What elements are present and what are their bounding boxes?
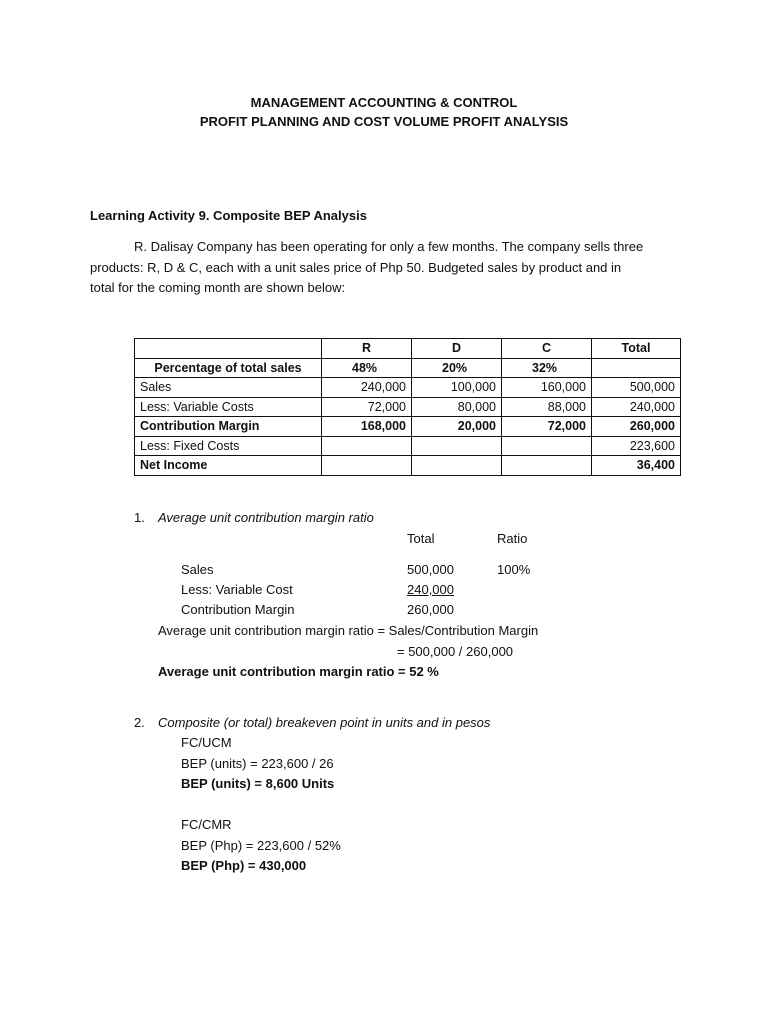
table-cell-label: Less: Variable Costs [135,397,322,417]
table-cell: 160,000 [502,378,592,398]
table-cell: 260,000 [592,417,681,437]
table-cell: 32% [502,358,592,378]
q2-units-formula: FC/UCM [181,735,232,750]
table-row [135,417,681,437]
activity-heading: Learning Activity 9. Composite BEP Analysis [90,208,367,223]
table-header-row [135,339,681,359]
activity-paragraph-line3: total for the coming month are shown below: [90,280,346,295]
table-cell-label: Sales [135,378,322,398]
budget-table [134,338,681,476]
table-cell: 80,000 [412,397,502,417]
table-cell: 240,000 [322,378,412,398]
table-header-cell [135,339,322,359]
table-cell-label: Less: Fixed Costs [135,436,322,456]
q2-units-calc: BEP (units) = 223,600 / 26 [181,756,334,771]
document-title: MANAGEMENT ACCOUNTING & CONTROL [250,95,518,110]
q1-formula: Average unit contribution margin ratio = Sales/Contribution Margin [158,623,539,638]
table-cell: 20% [412,358,502,378]
table-cell-label: Net Income [135,456,322,476]
table-cell: 500,000 [592,378,681,398]
table-header-cell: C [502,339,592,359]
document-subtitle: PROFIT PLANNING AND COST VOLUME PROFIT ANALYSIS [199,114,569,129]
table-cell: 20,000 [412,417,502,437]
table-header-cell: D [412,339,502,359]
activity-paragraph-line1: R. Dalisay Company has been operating for only a few months. The company sells three [134,239,644,254]
q1-sales-ratio: 100% [497,562,531,577]
table-cell: 223,600 [592,436,681,456]
q2-php-formula: FC/CMR [181,817,232,832]
table-cell [322,436,412,456]
table-cell [592,358,681,378]
table-row [135,397,681,417]
q1-cm-label: Contribution Margin [181,602,295,617]
table-cell: 72,000 [322,397,412,417]
q2-php-calc: BEP (Php) = 223,600 / 52% [181,838,341,853]
q2-number: 2. [134,715,145,730]
q1-col-ratio: Ratio [497,531,528,546]
q1-sales-label: Sales [181,562,214,577]
q1-title: Average unit contribution margin ratio [158,510,374,525]
table-cell [502,456,592,476]
table-cell: 168,000 [322,417,412,437]
table-header-cell: Total [592,339,681,359]
table-cell: 48% [322,358,412,378]
q1-result: Average unit contribution margin ratio = 52 % [158,664,439,679]
table-header-cell: R [322,339,412,359]
table-row [135,378,681,398]
table-row [135,436,681,456]
table-cell-label: Percentage of total sales [135,358,322,378]
table-row [135,456,681,476]
table-cell: 36,400 [592,456,681,476]
table-cell [412,456,502,476]
table-cell: 240,000 [592,397,681,417]
q1-vc-label: Less: Variable Cost [181,582,293,597]
q2-php-result: BEP (Php) = 430,000 [181,858,307,873]
table-row [135,358,681,378]
table-cell: 72,000 [502,417,592,437]
table-cell-label: Contribution Margin [135,417,322,437]
q1-col-total: Total [407,531,435,546]
q1-vc-value: 240,000 [407,582,454,597]
table-cell: 88,000 [502,397,592,417]
q1-number: 1. [134,510,145,525]
table-cell [412,436,502,456]
q1-sales-value: 500,000 [407,562,454,577]
table-cell: 100,000 [412,378,502,398]
q1-cm-value: 260,000 [407,602,454,617]
table-cell [322,456,412,476]
activity-paragraph-line2: products: R, D & C, each with a unit sales price of Php 50. Budgeted sales by product and in [90,260,622,275]
q2-units-result: BEP (units) = 8,600 Units [181,776,335,791]
q2-title: Composite (or total) breakeven point in units and in pesos [158,715,491,730]
q1-formula-substitution: = 500,000 / 260,000 [397,644,514,659]
table-cell [502,436,592,456]
